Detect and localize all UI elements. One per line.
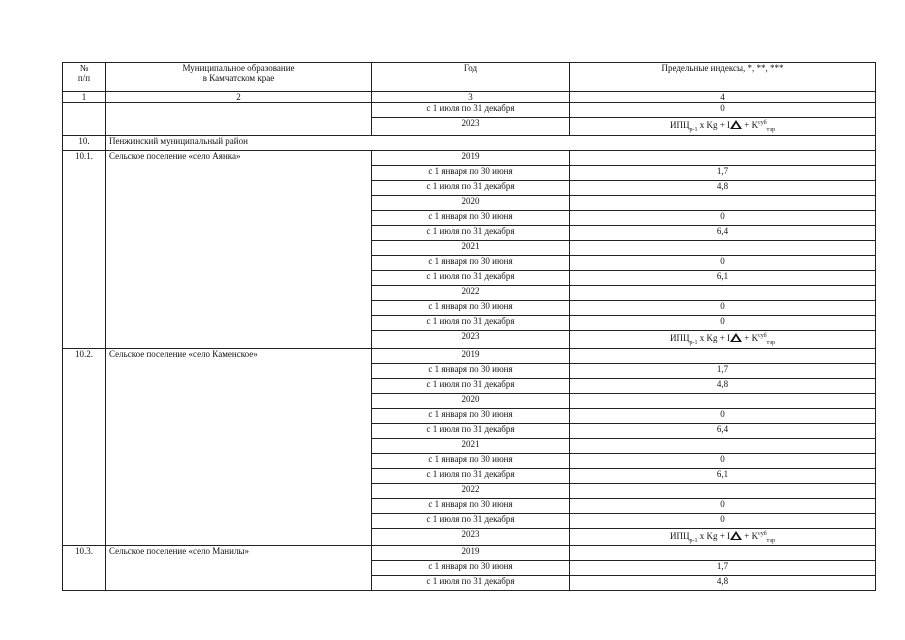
price-index-formula <box>669 120 776 133</box>
index-value-cell <box>570 195 876 210</box>
period-cell: с 1 июля по 31 декабря <box>372 378 570 393</box>
period-cell: с 1 июля по 31 декабря <box>372 270 570 285</box>
period-cell: 2019 <box>372 348 570 363</box>
period-cell: с 1 января по 30 июня <box>372 255 570 270</box>
settlement-number: 10.3. <box>63 546 106 591</box>
index-value-cell: 4,8 <box>570 576 876 591</box>
table-row <box>63 103 876 118</box>
period-cell: с 1 января по 30 июня <box>372 165 570 180</box>
index-value-cell <box>570 330 876 348</box>
period-cell: 2020 <box>372 195 570 210</box>
formula-middle: х Kg + I <box>697 530 731 541</box>
district-name: Пенжинский муниципальный район <box>106 135 876 150</box>
period-cell: 2023 <box>372 528 570 546</box>
formula-superscript: суб <box>758 530 767 537</box>
triangle-delta-icon <box>730 120 742 129</box>
index-value-cell: 1,7 <box>570 165 876 180</box>
column-number: 2 <box>106 92 372 103</box>
index-value-cell <box>570 483 876 498</box>
settlement-name: Сельское поселение «село Каменское» <box>106 348 372 546</box>
index-value-cell: 0 <box>570 453 876 468</box>
period-cell: с 1 июля по 31 декабря <box>372 103 570 118</box>
index-value-cell <box>570 528 876 546</box>
index-value-cell: 0 <box>570 103 876 118</box>
index-value-cell <box>570 150 876 165</box>
formula-subscript: тэр <box>766 126 776 133</box>
table-body <box>63 103 876 591</box>
index-value-cell: 0 <box>570 513 876 528</box>
period-cell: 2021 <box>372 438 570 453</box>
triangle-delta-icon <box>730 333 742 342</box>
column-numbers-row <box>63 92 876 103</box>
price-index-formula <box>669 530 776 544</box>
index-value-cell <box>570 348 876 363</box>
index-value-cell <box>570 393 876 408</box>
index-value-cell: 0 <box>570 498 876 513</box>
formula-prefix: ИПЦ <box>669 530 690 541</box>
index-value-cell <box>570 285 876 300</box>
period-cell: 2023 <box>372 330 570 348</box>
formula-subscript: р-1 <box>689 339 698 346</box>
index-value-cell: 0 <box>570 408 876 423</box>
header-indices: Предельные индексы, *, **, *** <box>570 63 876 92</box>
district-number: 10. <box>63 135 106 150</box>
period-cell: с 1 июля по 31 декабря <box>372 315 570 330</box>
formula-plus: + K <box>742 120 759 130</box>
column-number: 4 <box>570 92 876 103</box>
index-value-cell <box>570 240 876 255</box>
index-value-cell: 1,7 <box>570 363 876 378</box>
formula-subscript: тэр <box>766 537 776 544</box>
period-cell: 2019 <box>372 150 570 165</box>
header-number: № п/п <box>63 63 106 92</box>
table-row <box>63 150 876 165</box>
column-number: 1 <box>63 92 106 103</box>
period-cell: с 1 июля по 31 декабря <box>372 225 570 240</box>
header-municipality: Муниципальное образование в Камчатском крае <box>106 63 372 92</box>
table-row <box>63 546 876 561</box>
formula-plus: + K <box>742 332 759 343</box>
district-row <box>63 135 876 150</box>
period-cell: 2020 <box>372 393 570 408</box>
period-cell: с 1 января по 30 июня <box>372 300 570 315</box>
period-cell: с 1 июля по 31 декабря <box>372 576 570 591</box>
period-cell: 2023 <box>372 118 570 136</box>
tariff-index-table <box>62 62 876 591</box>
settlement-number: 10.2. <box>63 348 106 546</box>
formula-middle: х Kg + I <box>697 120 731 130</box>
period-cell: с 1 января по 30 июня <box>372 210 570 225</box>
price-index-formula <box>669 332 776 346</box>
header-year: Год <box>372 63 570 92</box>
period-cell: с 1 января по 30 июня <box>372 453 570 468</box>
period-cell: 2022 <box>372 483 570 498</box>
settlement-name: Сельское поселение «село Манилы» <box>106 546 372 591</box>
index-value-cell: 0 <box>570 210 876 225</box>
period-cell: 2021 <box>372 240 570 255</box>
index-value-cell <box>570 438 876 453</box>
formula-subscript: р-1 <box>689 126 698 133</box>
period-cell: с 1 июля по 31 декабря <box>372 423 570 438</box>
index-value-cell: 0 <box>570 255 876 270</box>
column-number: 3 <box>372 92 570 103</box>
municipality-cell <box>106 103 372 136</box>
formula-prefix: ИПЦ <box>669 120 690 130</box>
formula-prefix: ИПЦ <box>669 332 690 343</box>
period-cell: с 1 января по 30 июня <box>372 498 570 513</box>
table-row <box>63 348 876 363</box>
triangle-delta-icon <box>730 531 742 540</box>
index-value-cell: 0 <box>570 300 876 315</box>
index-value-cell: 4,8 <box>570 180 876 195</box>
index-value-cell <box>570 118 876 136</box>
index-value-cell: 0 <box>570 315 876 330</box>
index-value-cell: 6,1 <box>570 468 876 483</box>
number-cell <box>63 103 106 136</box>
index-value-cell <box>570 546 876 561</box>
formula-plus: + K <box>742 530 759 541</box>
period-cell: с 1 января по 30 июня <box>372 363 570 378</box>
period-cell: с 1 июля по 31 декабря <box>372 468 570 483</box>
period-cell: с 1 июля по 31 декабря <box>372 513 570 528</box>
index-value-cell: 6,4 <box>570 225 876 240</box>
period-cell: с 1 января по 30 июня <box>372 561 570 576</box>
formula-middle: х Kg + I <box>697 332 731 343</box>
formula-subscript: р-1 <box>689 537 698 544</box>
formula-superscript: суб <box>758 332 767 339</box>
period-cell: с 1 июля по 31 декабря <box>372 180 570 195</box>
index-value-cell: 6,1 <box>570 270 876 285</box>
index-value-cell: 6,4 <box>570 423 876 438</box>
settlement-name: Сельское поселение «село Аянка» <box>106 150 372 348</box>
index-value-cell: 1,7 <box>570 561 876 576</box>
period-cell: с 1 января по 30 июня <box>372 408 570 423</box>
settlement-number: 10.1. <box>63 150 106 348</box>
table-header-row <box>63 63 876 92</box>
period-cell: 2019 <box>372 546 570 561</box>
period-cell: 2022 <box>372 285 570 300</box>
formula-superscript: суб <box>758 120 767 126</box>
index-value-cell: 4,8 <box>570 378 876 393</box>
formula-subscript: тэр <box>766 339 776 346</box>
